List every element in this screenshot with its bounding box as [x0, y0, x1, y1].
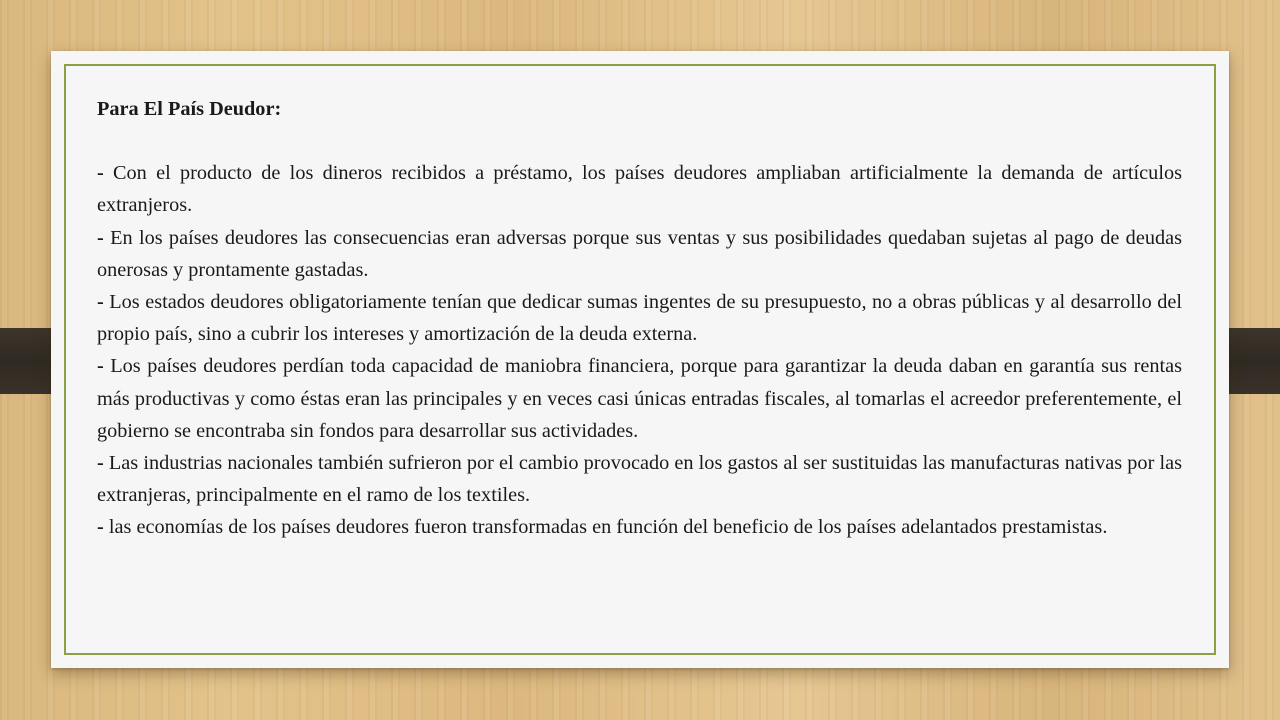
bullet-paragraph-5	[97, 447, 1182, 511]
bullet-paragraph-3	[97, 286, 1182, 350]
paragraph-text: Las industrias nacionales también sufrieron por el cambio provocado en los gastos al ser sustituidas las manufacturas nativas por las extranjeras, principalmente en el ramo de los textiles.	[97, 452, 1182, 507]
bullet-paragraph-4	[97, 350, 1182, 447]
bullet-dash: -	[97, 226, 104, 249]
slide-heading: Para El País Deudor:	[97, 98, 282, 120]
bullet-dash: -	[97, 291, 104, 314]
bullet-dash: -	[97, 452, 104, 475]
bullet-dash: -	[97, 516, 104, 539]
bullet-paragraph-6	[97, 511, 1182, 543]
paragraph-text: Los estados deudores obligatoriamente tenían que dedicar sumas ingentes de su presupuesto, no a obras públicas y al desarrollo del propio país, sino a cubrir los intereses y amortización de la deuda externa.	[97, 291, 1183, 346]
bullet-dash: -	[97, 355, 104, 378]
paragraph-text: las economías de los países deudores fueron transformadas en función del beneficio de los países adelantados prestamistas.	[108, 516, 1108, 539]
paragraph-text: En los países deudores las consecuencias eran adversas porque sus ventas y sus posibilidades quedaban sujetas al pago de deudas onerosas y prontamente gastadas.	[97, 226, 1182, 281]
slide-card	[51, 51, 1229, 668]
bullet-paragraph-2	[97, 222, 1182, 286]
bullet-paragraph-1	[97, 157, 1182, 221]
paragraph-text: Con el producto de los dineros recibidos a préstamo, los países deudores ampliaban artificialmente la demanda de artículos extranjeros.	[97, 162, 1182, 217]
bullet-dash: -	[97, 162, 104, 185]
paragraph-text: Los países deudores perdían toda capacidad de maniobra financiera, porque para garantizar la deuda daban en garantía sus rentas más productivas y como éstas eran las principales y en veces casi únicas entradas fiscales, al tomarlas el acreedor preferentemente, el gobierno se encontraba sin fondos para desarrollar sus actividades.	[97, 355, 1182, 442]
slide-content	[97, 93, 1182, 544]
